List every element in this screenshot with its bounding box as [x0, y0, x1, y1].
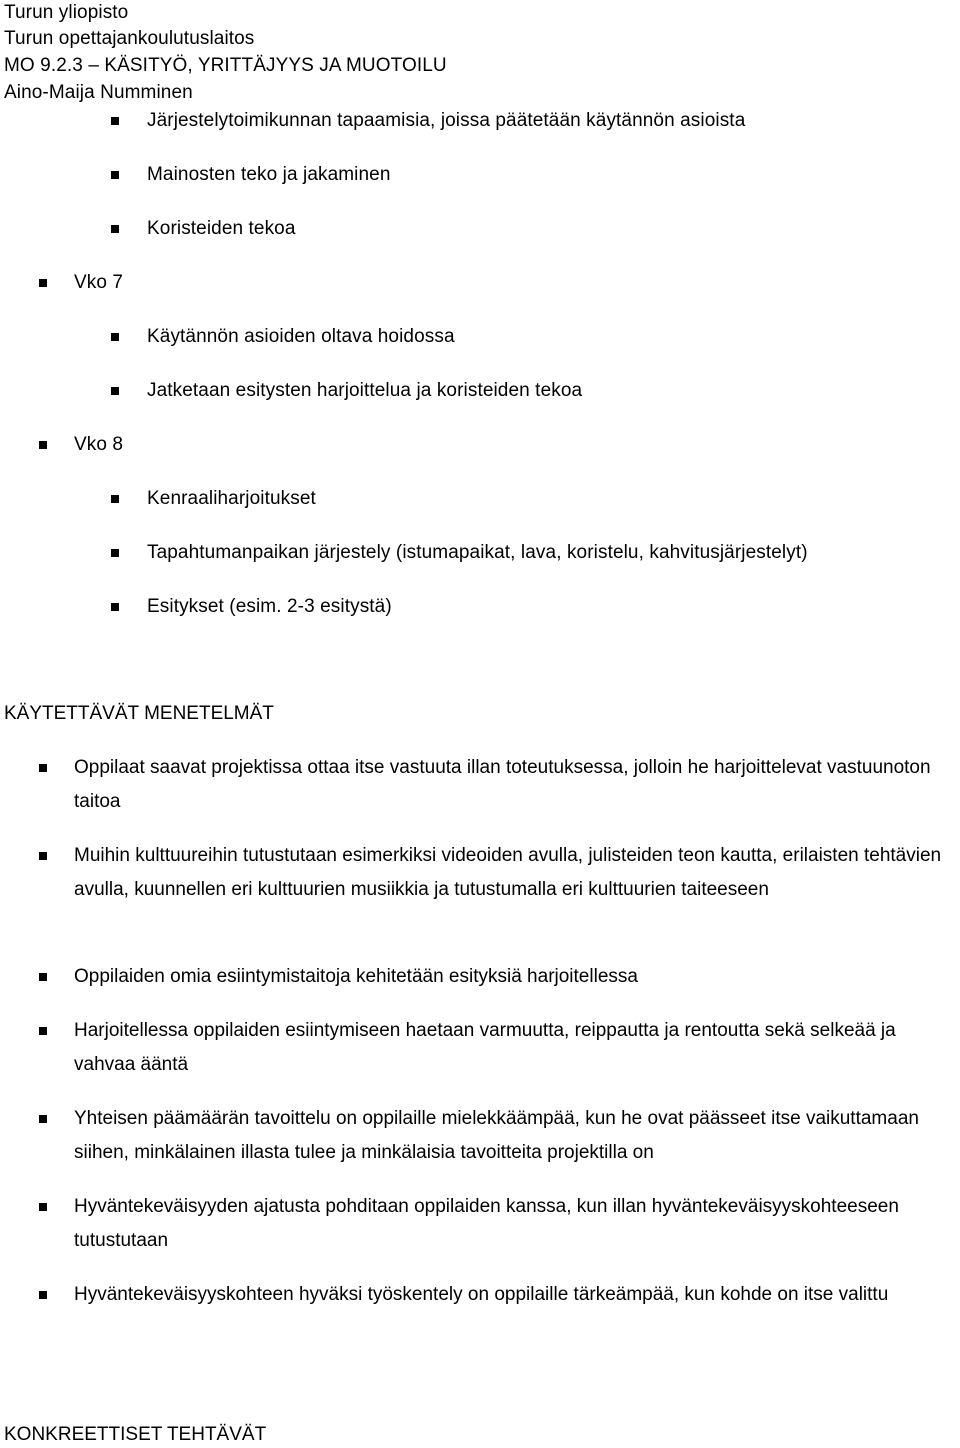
- bullet-square-icon: [111, 549, 119, 557]
- tasks-heading: KONKREETTISET TEHTÄVÄT: [4, 1424, 267, 1445]
- list-item: Yhteisen päämäärän tavoittelu on oppilaille mielekkäämpää, kun he ovat päässeet itse vaikuttamaan siihen, minkälainen illasta tulee ja minkälaisia tavoitteita projektilla on: [74, 1108, 919, 1163]
- header-department: Turun opettajankoulutuslaitos: [4, 28, 255, 49]
- list-item: Oppilaat saavat projektissa ottaa itse vastuuta illan toteutuksessa, jolloin he harjoittelevat vastuunoton taitoa: [74, 757, 931, 812]
- bullet-square-icon: [39, 764, 47, 772]
- header-author: Aino-Maija Numminen: [4, 82, 193, 103]
- list-item: Koristeiden tekoa: [147, 218, 296, 239]
- bullet-square-icon: [111, 387, 119, 395]
- bullet-square-icon: [111, 495, 119, 503]
- week-7-label: Vko 7: [74, 272, 124, 293]
- bullet-square-icon: [39, 1115, 47, 1123]
- header-course: MO 9.2.3 – KÄSITYÖ, YRITTÄJYYS JA MUOTOILU: [4, 55, 447, 76]
- bullet-square-icon: [39, 279, 47, 287]
- list-item: Mainosten teko ja jakaminen: [147, 164, 391, 185]
- week-8-label: Vko 8: [74, 434, 124, 455]
- header-university: Turun yliopisto: [4, 2, 129, 23]
- list-item: Järjestelytoimikunnan tapaamisia, joissa päätetään käytännön asioista: [147, 110, 746, 131]
- bullet-square-icon: [39, 1291, 47, 1299]
- methods-heading: KÄYTETTÄVÄT MENETELMÄT: [4, 703, 274, 724]
- bullet-square-icon: [111, 333, 119, 341]
- bullet-square-icon: [39, 973, 47, 981]
- list-item: Hyväntekeväisyyskohteen hyväksi työskentely on oppilaille tärkeämpää, kun kohde on itse valittu: [74, 1284, 889, 1305]
- bullet-square-icon: [39, 441, 47, 449]
- list-item: Harjoitellessa oppilaiden esiintymiseen haetaan varmuutta, reippautta ja rentoutta sekä selkeää ja vahvaa ääntä: [74, 1020, 896, 1075]
- bullet-square-icon: [111, 117, 119, 125]
- list-item: Oppilaiden omia esiintymistaitoja kehitetään esityksiä harjoitellessa: [74, 966, 638, 987]
- bullet-square-icon: [39, 852, 47, 860]
- list-item: Käytännön asioiden oltava hoidossa: [147, 326, 455, 347]
- list-item: Kenraaliharjoitukset: [147, 488, 316, 509]
- list-item: Tapahtumanpaikan järjestely (istumapaikat, lava, koristelu, kahvitusjärjestelyt): [147, 542, 808, 563]
- bullet-square-icon: [39, 1203, 47, 1211]
- list-item: Hyväntekeväisyyden ajatusta pohditaan oppilaiden kanssa, kun illan hyväntekeväisyyskohteeseen tutustutaan: [74, 1196, 899, 1251]
- bullet-square-icon: [111, 603, 119, 611]
- bullet-square-icon: [111, 225, 119, 233]
- bullet-square-icon: [111, 171, 119, 179]
- list-item: Jatketaan esitysten harjoittelua ja koristeiden tekoa: [147, 380, 583, 401]
- list-item: Esitykset (esim. 2-3 esitystä): [147, 596, 392, 617]
- list-item: Muihin kulttuureihin tutustutaan esimerkiksi videoiden avulla, julisteiden teon kautta, erilaisten tehtävien avulla, kuunnellen eri kulttuurien musiikkia ja tutustumalla eri kulttuurien taiteeseen: [74, 845, 942, 900]
- bullet-square-icon: [39, 1027, 47, 1035]
